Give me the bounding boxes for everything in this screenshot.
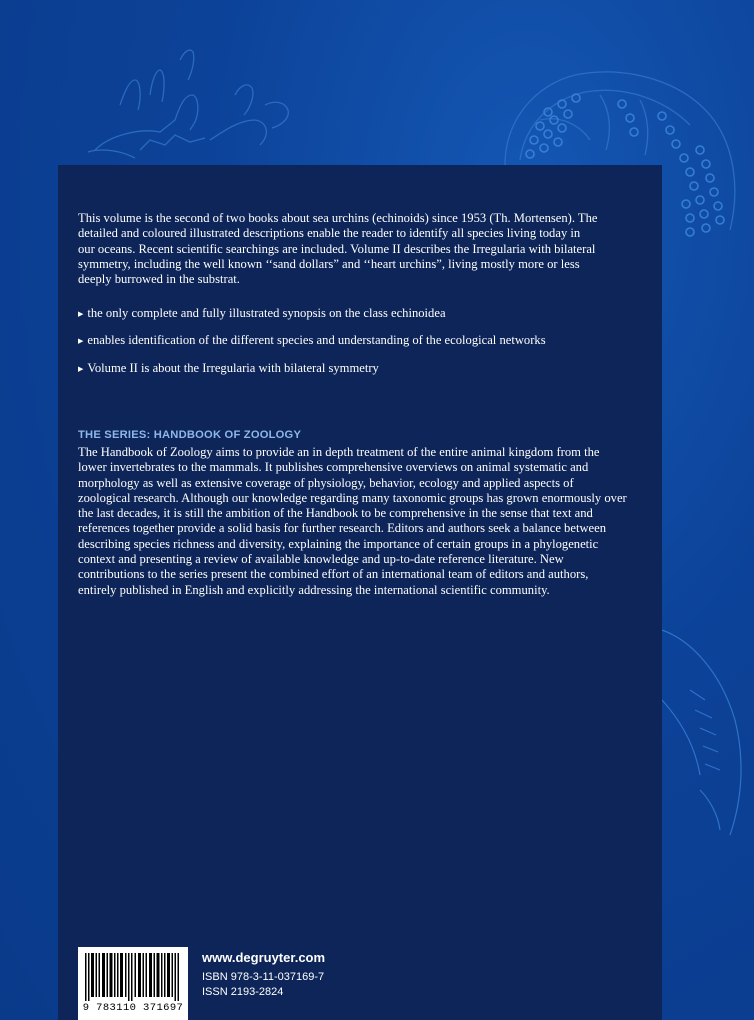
isbn-barcode (78, 947, 188, 1020)
publisher-website-link[interactable]: www.degruyter.com (202, 950, 326, 965)
feature-bullet-text: enables identification of the different species and understanding of the ecological networks (87, 333, 546, 348)
feature-bullet-list (78, 306, 638, 388)
issn-number: ISSN 2193-2824 (202, 986, 284, 998)
series-heading: THE SERIES: HANDBOOK OF ZOOLOGY (78, 429, 302, 441)
feature-bullet-text: the only complete and fully illustrated synopsis on the class echinoidea (87, 306, 446, 320)
triangle-bullet-icon: ▶ (78, 337, 84, 346)
intro-paragraph: This volume is the second of two books about sea urchins (echinoids) since 1953 (Th. Mortensen). The detailed and coloured illustrated descriptions enable the reader to identify all species living today in our oceans. Recent scientific searchings are included. Volume II describes the Irregularia with bilateral symmetry, including the well known ‘‘sand dollars” and ‘‘heart urchins”, living mostly more or less deeply burrowed in the substrat. (78, 211, 598, 287)
feature-bullet-text: Volume II is about the Irregularia with bilateral symmetry (87, 360, 379, 375)
isbn-number: ISBN 978-3-11-037169-7 (202, 971, 325, 983)
triangle-bullet-icon: ▶ (78, 310, 84, 318)
series-description: The Handbook of Zoology aims to provide an in depth treatment of the entire animal kingdom from the lower invertebrates to the mammals. It publishes comprehensive overviews on animal systematic and morphology as well as extensive coverage of physiology, behavior, ecology and applied aspects of zoological research. Although our knowledge regarding many taxonomic groups has grown enormously over the last decades, it is still the ambition of the Handbook to be comprehensive in the sense that text and references together provide a solid basis for further research. Editors and authors seek a balance between describing species richness and diversity, explaining the importance of certain groups in a phylogenetic context and presenting a review of available knowledge and up-to-date reference literature. New contributions to the series present the combined effort of an international team of editors and authors, entirely published in English and explicitly addressing the international scientific community. (78, 445, 627, 597)
publisher-info (202, 950, 325, 1000)
feature-bullet (78, 333, 638, 350)
barcode-number: 9 783110 371697 (82, 1002, 184, 1014)
barcode-icon (85, 953, 181, 1001)
feature-bullet (78, 306, 638, 323)
triangle-bullet-icon: ▶ (78, 364, 84, 373)
feature-bullet (78, 361, 638, 378)
